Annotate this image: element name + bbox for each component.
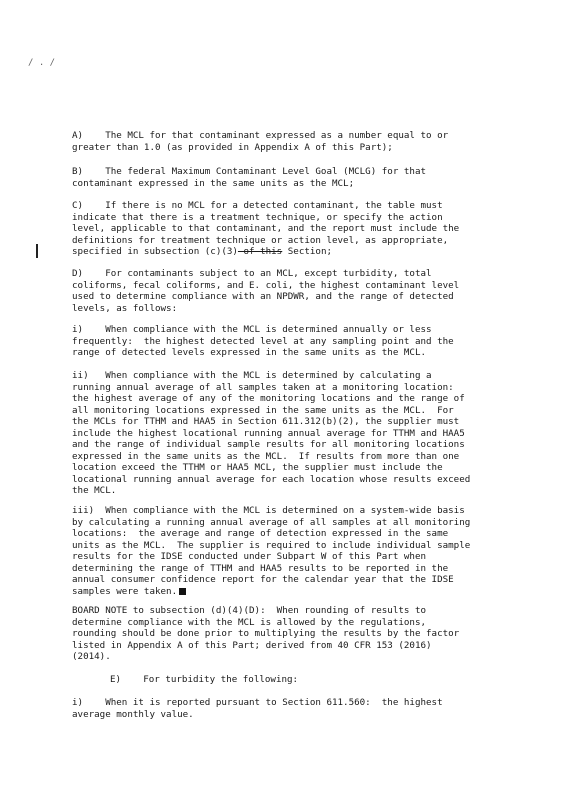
text-line: frequently: the highest detected level at any sampling point and the	[72, 335, 454, 347]
text-line: annual consumer confidence report for the calendar year that the IDSE	[72, 574, 454, 585]
text-line: definitions for treatment technique or action level, as appropriate,	[72, 234, 449, 246]
paragraph-e-i	[72, 697, 524, 720]
paragraph-b	[72, 166, 524, 189]
text-line: listed in Appendix A of this Part; derived from 40 CFR 153 (2016)	[72, 639, 432, 651]
paragraph-e	[72, 674, 562, 686]
text-line: results for the IDSE conducted under Subpart W of this Part when	[72, 551, 427, 562]
text-line: location exceed the TTHM or HAA5 MCL, the supplier must include the	[72, 462, 443, 473]
end-marker-icon	[179, 588, 186, 595]
text-line: (2014).	[72, 651, 111, 662]
text-line: ii) When compliance with the MCL is determined by calculating a	[72, 370, 432, 381]
text-line: locations: the average and range of detection expressed in the same	[72, 528, 449, 539]
text-line: iii) When compliance with the MCL is determined on a system-wide basis	[72, 505, 465, 516]
text-line: include the highest locational running annual average for TTHM and HAA5	[72, 427, 465, 439]
text-line: E) For turbidity the following:	[110, 674, 299, 685]
text-line: and the range of individual sample results for all monitoring locations	[72, 439, 465, 450]
paragraph-iii	[72, 505, 524, 597]
text-line: A) The MCL for that contaminant expressed as a number equal to or	[72, 130, 449, 141]
text-line: rounding should be done prior to multiplying the results by the factor	[72, 628, 460, 639]
text-line: D) For contaminants subject to an MCL, except turbidity, total	[72, 268, 432, 279]
text-line: i) When compliance with the MCL is determined annually or less	[72, 324, 432, 335]
text-line: i) When it is reported pursuant to Section 611.560: the highest	[72, 697, 443, 708]
paragraph-d	[72, 268, 524, 314]
text-line: greater than 1.0 (as provided in Appendix A of this Part);	[72, 141, 393, 153]
text-line: contaminant expressed in the same units as the MCL;	[72, 177, 355, 189]
text-line: indicate that there is a treatment technique, or specify the action	[72, 211, 443, 223]
text-line: used to determine compliance with an NPDWR, and the range of detected	[72, 291, 454, 302]
text-line: units as the MCL. The supplier is required to include individual sample	[72, 539, 471, 551]
text-line	[72, 246, 524, 258]
text-line: the MCL.	[72, 485, 117, 496]
paragraph-ii	[72, 370, 524, 497]
board-note	[72, 605, 524, 663]
text-line: BOARD NOTE to subsection (d)(4)(D): When rounding of results to	[72, 605, 427, 616]
text-line: range of detected levels expressed in the same units as the MCL.	[72, 347, 427, 358]
paragraph-i	[72, 324, 524, 359]
paragraph-a	[72, 130, 524, 153]
text-line: expressed in the same units as the MCL. If results from more than one	[72, 450, 460, 462]
text-line: all monitoring locations expressed in the same units as the MCL. For	[72, 404, 454, 416]
text-line: level, applicable to that contaminant, and the report must include the	[72, 223, 460, 234]
change-bar	[36, 244, 38, 258]
text-line: determining the range of TTHM and HAA5 results to be reported in the	[72, 562, 449, 574]
text-line: B) The federal Maximum Contaminant Level Goal (MCLG) for that	[72, 166, 427, 177]
text-line: by calculating a running annual average of all samples at all monitoring	[72, 516, 471, 528]
text-line	[72, 586, 524, 598]
text-run: specified in subsection (c)(3)	[72, 246, 238, 257]
text-line: the highest average of any of the monitoring locations and the range of	[72, 393, 465, 404]
header-mark: / . /	[28, 58, 56, 68]
text-line: coliforms, fecal coliforms, and E. coli, the highest contaminant level	[72, 279, 460, 291]
text-line: C) If there is no MCL for a detected contaminant, the table must	[72, 200, 443, 211]
text-run: Section;	[282, 246, 333, 257]
text-line: levels, as follows:	[72, 302, 178, 314]
text-line: average monthly value.	[72, 708, 194, 720]
text-run: samples were taken.	[72, 585, 178, 597]
text-line: running annual average of all samples taken at a monitoring location:	[72, 381, 454, 393]
text-line: the MCLs for TTHM and HAA5 in Section 611.312(b)(2), the supplier must	[72, 416, 460, 427]
paragraph-c	[72, 200, 524, 258]
text-line: locational running annual average for each location whose results exceed	[72, 473, 471, 485]
struck-text: of this	[237, 246, 283, 257]
text-line: determine compliance with the MCL is allowed by the regulations,	[72, 616, 427, 628]
